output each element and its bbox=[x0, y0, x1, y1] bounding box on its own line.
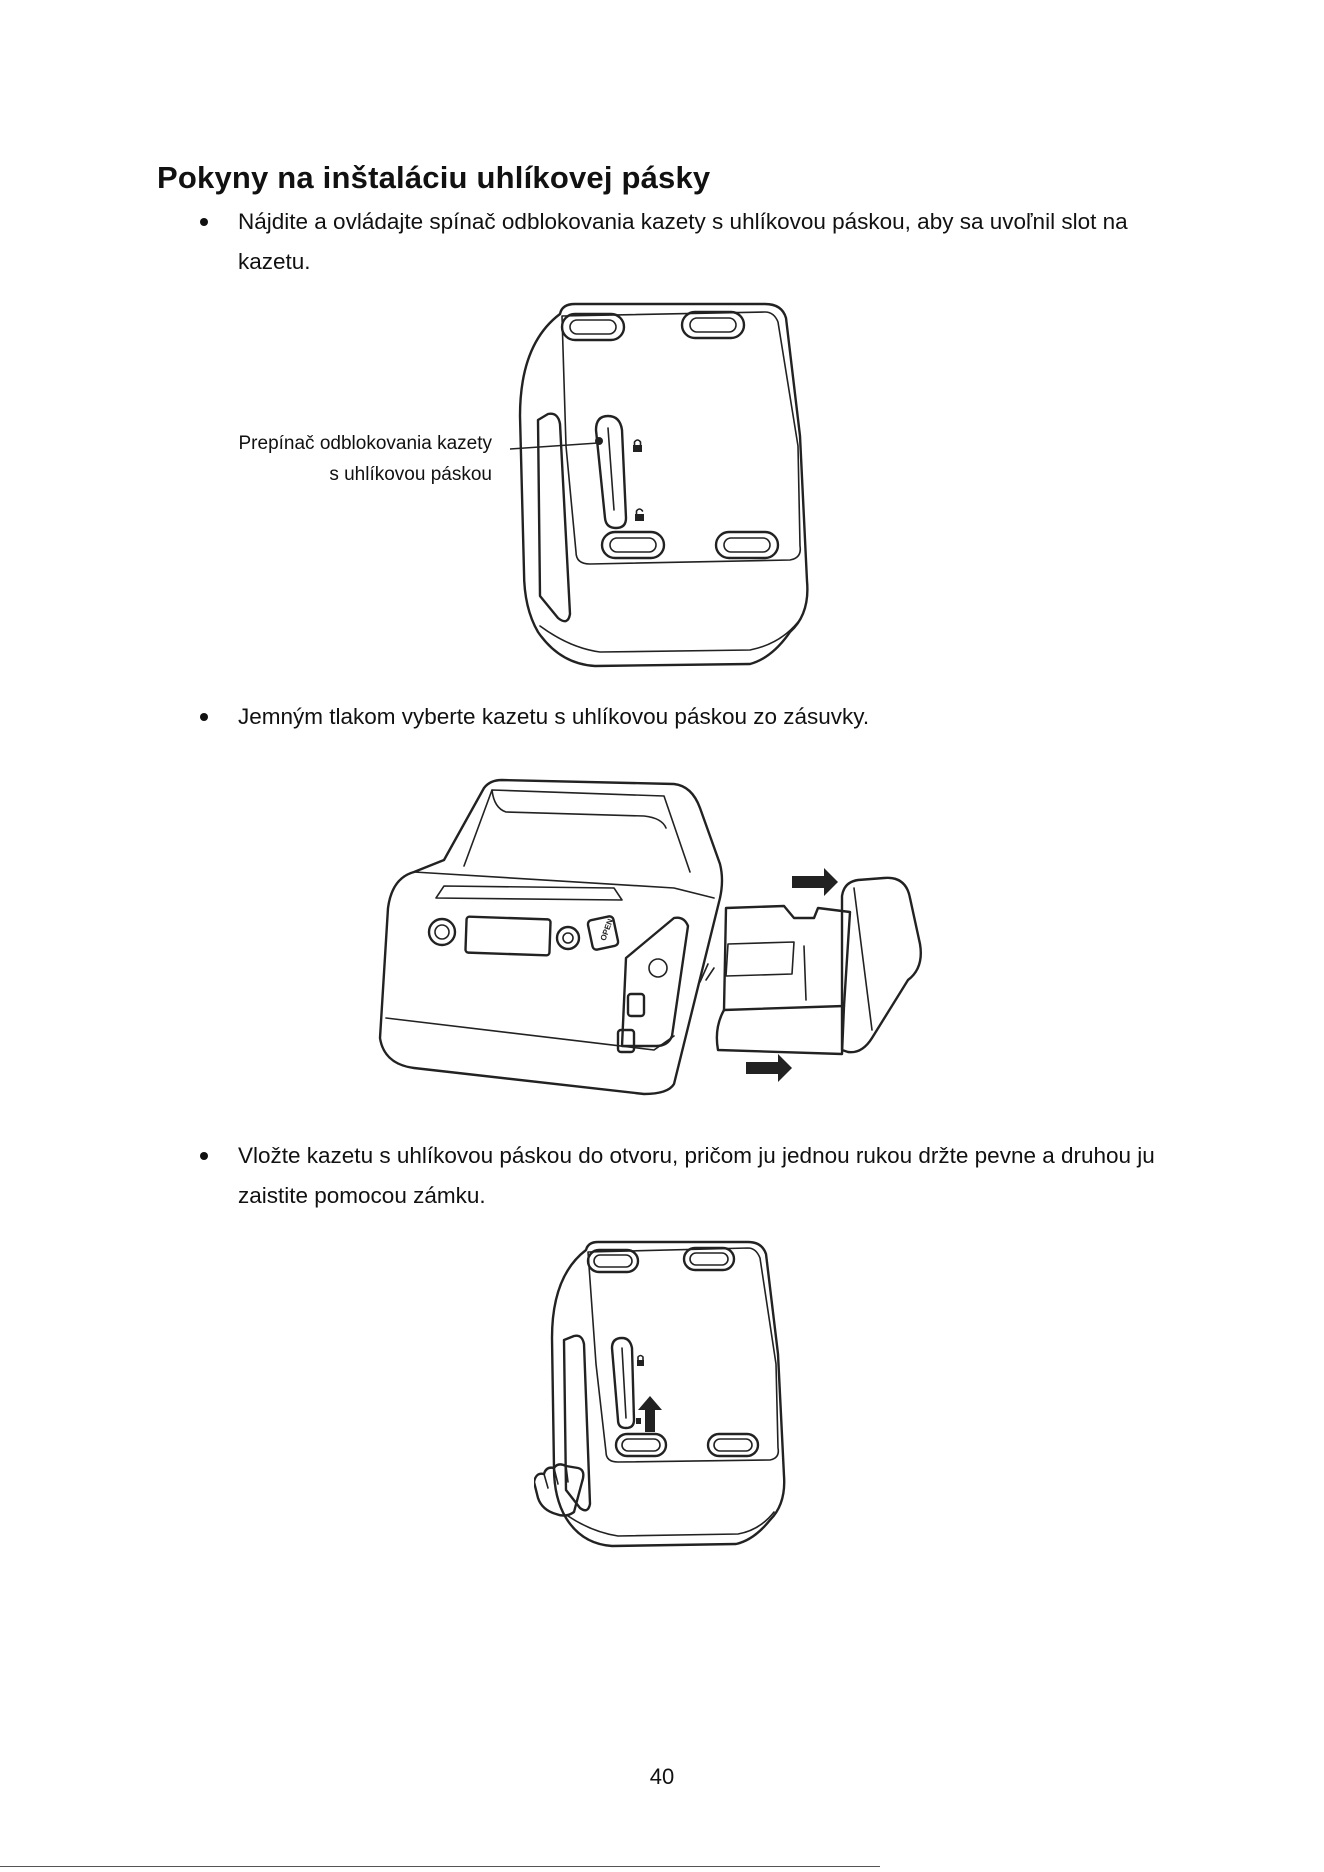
lock-closed-icon bbox=[633, 445, 642, 452]
step-1-text: Nájdite a ovládajte spínač odblokovania kazety s uhlíkovou páskou, aby sa uvoľnil slot na kazetu. bbox=[238, 209, 1128, 274]
lock-open-icon bbox=[635, 514, 644, 521]
bullet-dot bbox=[200, 218, 208, 226]
page-heading: Pokyny na inštaláciu uhlíkovej pásky bbox=[157, 160, 711, 195]
lock-closed-icon bbox=[637, 1360, 644, 1366]
bullet-dot bbox=[200, 1152, 208, 1160]
bullet-step-1 bbox=[200, 202, 1190, 282]
arrow-up-icon bbox=[638, 1396, 662, 1432]
page-number: 40 bbox=[649, 1764, 675, 1789]
bullet-step-3 bbox=[200, 1136, 1190, 1216]
figure-remove-cartridge bbox=[374, 768, 956, 1098]
arrow-right-icon bbox=[792, 868, 838, 896]
figure-lock-cartridge bbox=[534, 1236, 800, 1551]
arrow-right-icon bbox=[746, 1054, 792, 1082]
step-2-text: Jemným tlakom vyberte kazetu s uhlíkovou páskou zo zásuvky. bbox=[238, 704, 870, 729]
bottom-rule bbox=[0, 1866, 880, 1867]
bullet-dot bbox=[200, 713, 208, 721]
open-button-label: OPEN bbox=[598, 917, 615, 942]
figure-printer-bottom-unlock bbox=[510, 296, 830, 671]
step-3-text: Vložte kazetu s uhlíkovou páskou do otvoru, pričom ju jednou rukou držte pevne a druhou ju zaistite pomocou zámku. bbox=[238, 1143, 1155, 1208]
callout-unlock-switch bbox=[190, 428, 492, 490]
hand-icon bbox=[534, 1464, 583, 1515]
callout-line-1: Prepínač odblokovania kazety bbox=[238, 433, 492, 454]
bullet-step-2 bbox=[200, 697, 1190, 737]
callout-line-2: s uhlíkovou páskou bbox=[329, 464, 492, 485]
